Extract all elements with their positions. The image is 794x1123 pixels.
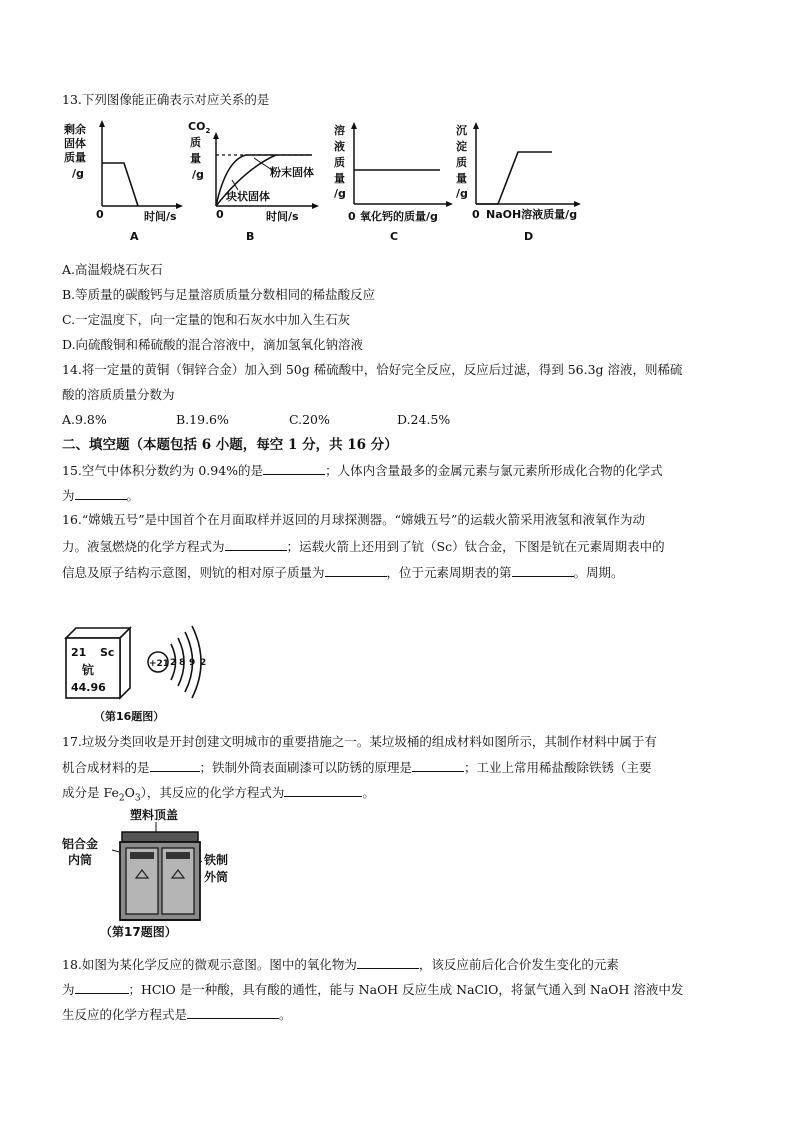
q17-blank-3[interactable] — [284, 784, 362, 797]
q13-option-b: B.等质量的碳酸钙与足量溶质质量分数相同的稀盐酸反应 — [62, 287, 376, 302]
q13-option-d: D.向硫酸铜和稀硫酸的混合溶液中，滴加氢氧化钠溶液 — [62, 337, 364, 352]
chart-b-letter: B — [246, 230, 255, 243]
q15-line1 — [62, 462, 663, 479]
nucleus-charge: +21 — [149, 659, 170, 669]
q18-text-3a: 生反应的化学方程式是 — [62, 1007, 188, 1022]
q14-line2: 酸的溶质质量分数为 — [62, 387, 175, 402]
q16-text-2a: 力。液氢燃烧的化学方程式为 — [62, 539, 225, 554]
chart-c-letter: C — [390, 230, 399, 243]
element-mass: 44.96 — [71, 681, 106, 694]
q16-caption: （第16题图） — [94, 710, 165, 723]
q18-line3 — [62, 1006, 292, 1023]
q17-line2 — [62, 759, 652, 776]
chart-b-legend-powder: 粉末固体 — [270, 166, 314, 179]
q18-blank-2[interactable] — [75, 981, 129, 994]
label-right-2: 外筒 — [204, 870, 229, 884]
q13-chart-d — [452, 118, 592, 246]
q18-text-1b: ，该反应前后化合价发生变化的元素 — [418, 957, 619, 972]
shell-electrons-3: 9 — [189, 658, 196, 668]
q16-text-2b: ；运载火箭上还用到了钪（Sc）钛合金，下图是钪在元素周期表中的 — [286, 539, 665, 554]
chart-c-ylabel-4: 量 — [334, 172, 345, 185]
shell-electrons-2: 8 — [179, 658, 186, 668]
q18-blank-3[interactable] — [187, 1006, 279, 1019]
chart-b-xlabel: 时间/s — [266, 210, 299, 223]
q13-chart-c — [330, 118, 460, 246]
q16-line1: 16.“嫦娥五号”是中国首个在月面取样并返回的月球探测器。“嫦娥五号”的运载火箭采用液氢和液氧作为动 — [62, 512, 645, 527]
q13-chart-b — [186, 118, 324, 246]
chart-d-letter: D — [524, 230, 534, 243]
q15-text-2: ；人体内含量最多的金属元素与氯元素所形成化合物的化学式 — [325, 463, 663, 478]
shell-electrons-1: 2 — [170, 658, 177, 668]
q18-text-2a: 为 — [62, 982, 75, 997]
element-number: 21 — [71, 646, 87, 659]
chart-d-xlabel: NaOH溶液质量/g — [486, 208, 578, 221]
q17-sub-3: 3 — [134, 793, 141, 804]
label-top: 塑料顶盖 — [130, 808, 179, 822]
label-right-1: 铁制 — [204, 853, 229, 867]
chart-a-ylabel-1: 剩余 — [64, 123, 86, 136]
chart-b-ylabel-3: 量 — [190, 152, 201, 165]
chart-b-ylabel-2: 质 — [190, 136, 201, 149]
q15-line2 — [62, 487, 139, 504]
q14-line1: 14.将一定量的黄铜（铜锌合金）加入到 50g 稀硫酸中，恰好完全反应，反应后过滤，得到 56.3g 溶液，则稀硫 — [62, 362, 683, 377]
q17-line3 — [62, 784, 375, 807]
q15-blank-1[interactable] — [263, 462, 325, 475]
q17-text-3a: 成分是 Fe — [62, 785, 119, 800]
chart-a-curve — [102, 163, 138, 206]
chart-c-xlabel: 氧化钙的质量/g — [360, 210, 438, 223]
label-left-2: 内筒 — [68, 853, 93, 867]
q16-text-3a: 信息及原子结构示意图，则钪的相对原子质量为 — [62, 565, 325, 580]
chart-a-ylabel-3: 质量 — [64, 151, 86, 164]
chart-b-legend-block: 块状固体 — [226, 190, 270, 203]
chart-d-ylabel-5: /g — [456, 187, 468, 200]
q18-text-2b: ；HClO 是一种酸，具有酸的通性，能与 NaOH 反应生成 NaClO，将氯气通入到 NaOH 溶液中发 — [128, 982, 684, 997]
trash-bin-icon — [120, 832, 200, 920]
chart-c-ylabel-3: 质 — [334, 156, 345, 169]
chart-d-ylabel-1: 沉 — [456, 124, 467, 137]
q14-opt-c: C.20% — [289, 412, 330, 427]
section2-heading: 二、填空题（本题包括 6 小题，每空 1 分，共 16 分） — [62, 437, 398, 453]
element-symbol: Sc — [100, 646, 115, 659]
q18-blank-1[interactable] — [357, 956, 419, 969]
q16-line3 — [62, 564, 624, 581]
chart-d-ylabel-2: 淀 — [456, 140, 467, 153]
chart-b-ylabel-1: $CO_2$ — [188, 120, 211, 135]
q18-text-1a: 18.如图为某化学反应的微观示意图。图中的氧化物为 — [62, 957, 357, 972]
chart-c-ylabel-2: 液 — [334, 140, 345, 153]
chart-c-ylabel-5: /g — [334, 187, 346, 200]
q13-chart-a — [62, 118, 188, 246]
q16-figure — [60, 614, 230, 726]
q17-text-3c: 。 — [362, 785, 375, 800]
chart-d-ylabel-4: 量 — [456, 172, 467, 185]
q17-blank-2[interactable] — [412, 759, 464, 772]
q17-line1: 17.垃圾分类回收是开封创建文明城市的重要措施之一。某垃圾桶的组成材料如图所示，其制作材料中属于有 — [62, 734, 657, 749]
chart-b-ylabel-4: /g — [192, 168, 204, 181]
q16-line2 — [62, 538, 665, 555]
q16-text-3c: 。周期。 — [573, 565, 624, 580]
chart-a-letter: A — [130, 230, 139, 243]
chart-b-pointer-powder — [254, 158, 272, 170]
q17-text-2b: ；铁制外筒表面刷漆可以防锈的原理是 — [199, 760, 413, 775]
q18-line1 — [62, 956, 619, 973]
q17-text-2c: ；工业上常用稀盐酸除铁锈（主要 — [464, 760, 652, 775]
chart-d-curve — [476, 152, 552, 204]
label-left-1: 铝合金 — [62, 837, 99, 851]
chart-a-xlabel: 时间/s — [144, 210, 177, 223]
chart-a-ylabel-4: /g — [72, 167, 84, 180]
q17-text-3o: O — [124, 785, 135, 800]
chart-d-ylabel-3: 质 — [456, 156, 467, 169]
q16-blank-2[interactable] — [325, 564, 387, 577]
q15-blank-2[interactable] — [75, 487, 127, 500]
q17-caption: （第17题图） — [100, 925, 177, 939]
q13-stem: 13.下列图像能正确表示对应关系的是 — [62, 92, 270, 107]
chart-d-origin: 0 — [472, 208, 480, 221]
q15-text-4: 。 — [126, 488, 140, 503]
q13-option-a: A.高温煅烧石灰石 — [62, 262, 163, 277]
q14-opt-a: A.9.8% — [62, 412, 107, 427]
chart-c-origin: 0 — [348, 210, 356, 223]
chart-a-origin: 0 — [96, 208, 104, 221]
q17-figure — [60, 806, 250, 944]
q16-text-3b: ，位于元素周期表的第 — [386, 565, 512, 580]
q17-blank-1[interactable] — [150, 759, 200, 772]
q15-text-3: 为 — [62, 488, 75, 503]
element-name: 钪 — [82, 663, 95, 677]
q15-text-1: 15.空气中体积分数约为 0.94%的是 — [62, 463, 264, 478]
chart-b-origin: 0 — [216, 208, 224, 221]
q16-blank-1[interactable] — [225, 538, 287, 551]
q18-text-3b: 。 — [279, 1007, 292, 1022]
shell-electrons-4: 2 — [200, 658, 207, 668]
q17-sub-2: 2 — [118, 793, 125, 804]
atom-diagram — [148, 626, 206, 698]
q17-text-2a: 机合成材料的是 — [62, 760, 150, 775]
q18-line2 — [62, 981, 683, 998]
q16-blank-3[interactable] — [512, 564, 574, 577]
q14-opt-b: B.19.6% — [176, 412, 229, 427]
chart-c-ylabel-1: 溶 — [334, 124, 345, 137]
q13-option-c: C.一定温度下，向一定量的饱和石灰水中加入生石灰 — [62, 312, 351, 327]
chart-a-ylabel-2: 固体 — [64, 137, 86, 150]
q17-text-3b: ），其反应的化学方程式为 — [140, 785, 285, 800]
q14-opt-d: D.24.5% — [397, 412, 451, 427]
